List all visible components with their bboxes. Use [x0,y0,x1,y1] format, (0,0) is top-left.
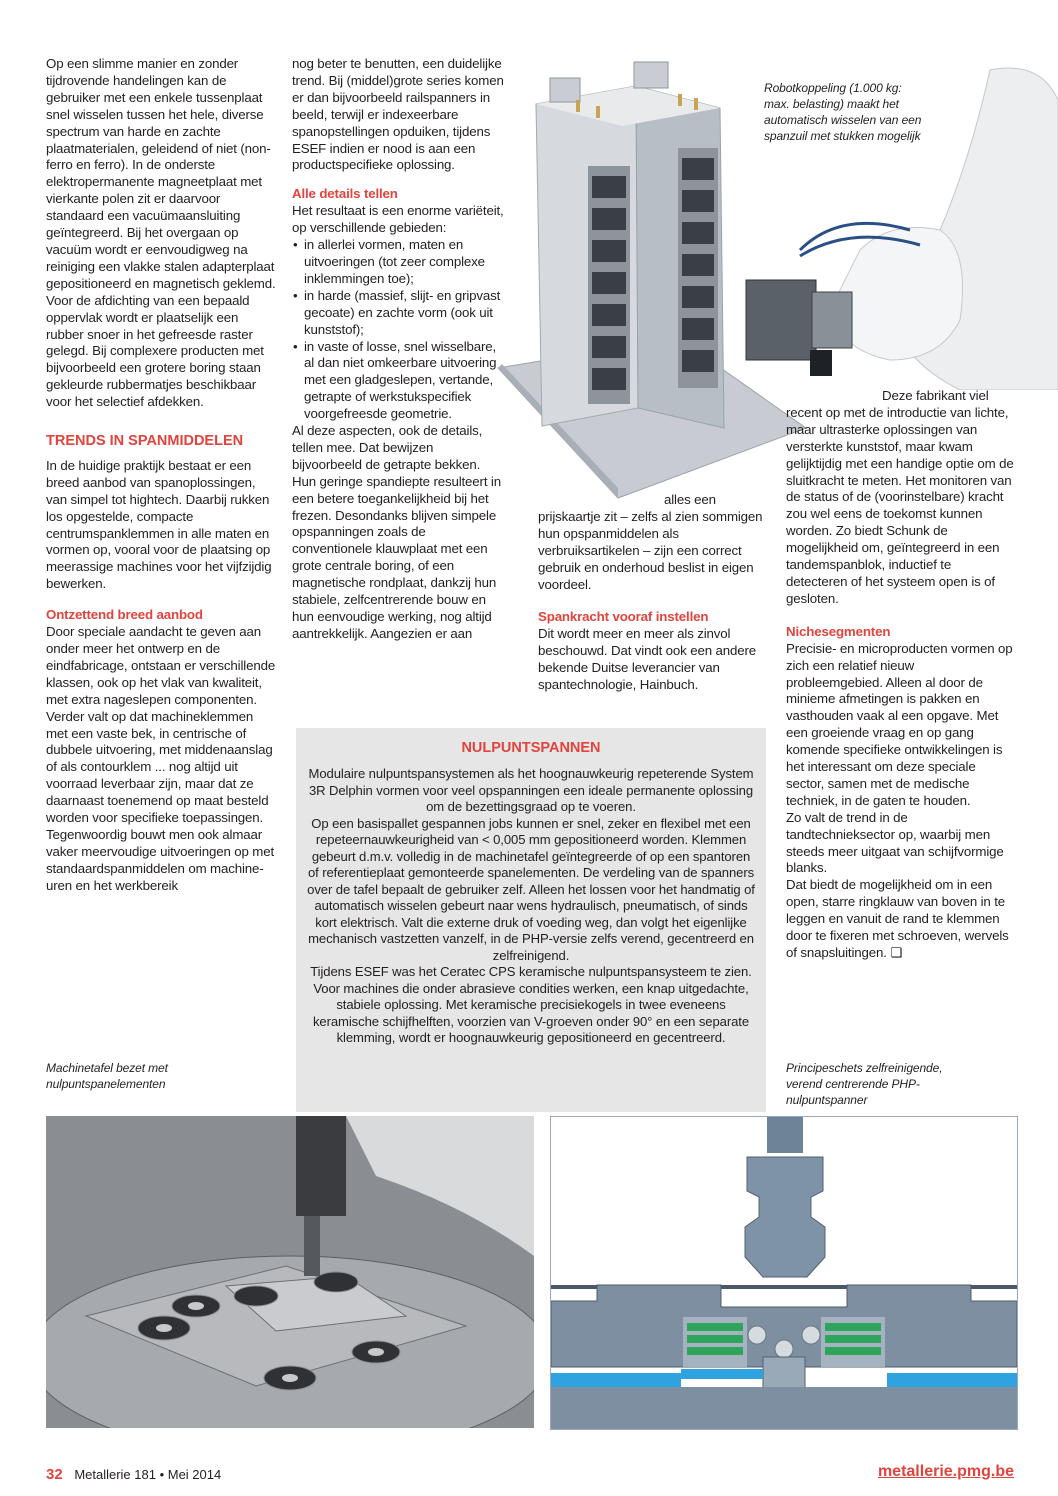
section-heading-trends: TRENDS IN SPANMIDDELEN [46,433,244,450]
nulpuntspannen-box [296,728,766,1112]
details-paragraph: Al deze aspecten, ook de details, tellen mee. Dat bewijzen bijvoorbeeld de getrapte bekken. Hun geringe spandiepte resulteert in een betere toegankelijkheid bij het frezen. Desondanks blijven simpele opspanningen zoals de conventionele klauwplaat met een grote centrale boring, of een magnetische rondplaat, dankzij hun stabiele, zelfcentrerende bouw en hun eenvoudige werking, nog altijd aantrekkelijk. Aangezien er aan [292,423,501,641]
bullet-item: • in vaste of losse, snel wisselbare, al dan niet omkeerbare uitvoering met een gladgeslepen, vertande, getrapte of werkstukspecifiek voorgefreesde geometrie. [292,339,504,424]
page-number: 32 [46,1466,63,1483]
php-spanner-diagram [550,1116,1018,1430]
column-3 [538,492,768,694]
column-1 [46,56,276,895]
subheading-spankracht: Spankracht vooraf instellen [538,609,709,625]
column-2 [292,56,504,643]
subheading-niche: Nichesegmenten [786,623,891,639]
publication-info: Metallerie 181 • Mei 2014 [74,1467,222,1482]
php-spanner-illustration [551,1117,1017,1429]
col2-intro-paragraph: nog beter te benutten, een duidelijke trend. Bij (middel)grote series komen er dan bijvoorbeeld railspanners in beeld, terwijl er indexeerbare spanopstellingen opduiken, tijdens ESEF indien er nood is aan een productspecifieke oplossing. [292,56,504,173]
subheading-aanbod: Ontzettend breed aanbod [46,607,203,623]
footer-left [46,1466,221,1483]
tand-paragraph: Zo valt de trend in de tandtechnieksector op, waarbij men steeds meer uitgaat van schijfvormige blanks. [786,809,1004,876]
bullet-item: • in harde (massief, slijt- en gripvast gecoate) en zachte vorm (ook uit kunststof); [292,288,504,339]
final-paragraph: Dat biedt de mogelijkheid om in een open, starre ringklauw van boven in te leggen en vanuit de rand te klemmen door te fixeren met schroeven, wervels of snapsluitingen. ❑ [786,877,1009,960]
subheading-details: Alle details tellen [292,186,398,202]
details-lead: Het resultaat is een enorme variëteit, op verschillende gebieden: [292,203,504,236]
trends-paragraph: In de huidige praktijk bestaat er een breed aanbod van spanoplossingen, van simpel tot hightech. Daarbij rukken los opgestelde, compacte centrumspanklemmen in alle maten en vormen op, vooral voor de plaatsing op meerassige machines voor het vijfzijdig bewerken. [46,457,272,592]
bullet-item: • in allerlei vormen, maten en uitvoeringen (tot zeer complexe inklemmingen toe); [292,237,504,288]
box-paragraph: Modulaire nulpuntspansystemen als het hoognauwkeurig repeterende System 3R Delphin vormen voor veel opspanningen een ideale permanente oplossing om de bezettingsgraad op te voeren. [308,766,754,814]
schunk-paragraph: Deze fabrikant viel recent op met de introductie van lichte, maar ultrasterke oplossingen van versterkte kunststof, maar kwam gelijktijdig met een handige optie om de sluitkracht te meten. Het monitoren van de status of de (voorinstelbare) kracht zou wel eens de toekomst kunnen worden. Zo biedt Schunk de mogelijkheid om, geïntegreerd in een tandemspanblok, inductief te detecteren of het systeem open is of gesloten. [786,388,1014,606]
machinetafel-caption: Machinetafel bezet met nulpuntspanelementen [46,1061,168,1091]
machine-table-illustration [46,1116,534,1428]
principe-caption: Principeschets zelfreinigende, verend centrerende PHP-nulpuntspanner [786,1061,943,1107]
box-body [306,766,756,1047]
machine-table-photo [46,1116,534,1428]
column-4 [786,388,1014,962]
robot-caption: Robotkoppeling (1.000 kg: max. belasting) maakt het automatisch wisselen van een spanzuil met stukken mogelijk [764,81,922,143]
box-title: NULPUNTSPANNEN [461,740,601,756]
spankracht-paragraph: Dit wordt meer en meer als zinvol beschouwd. Dat vindt ook een andere bekende Duitse leverancier van spantechnologie, Hainbuch. [538,626,756,693]
aanbod-paragraph: Door speciale aandacht te geven aan onder meer het ontwerp en de eindfabricage, ontstaan er verschillende klassen, ook op het vlak van kwaliteit, met extra nageslepen componenten. Verder valt op dat machineklemmen met een vaste bek, in centrische of dubbele uitvoering, met middenaanslag of als contourklem ... nog altijd uit voorraad leverbaar zijn, maar dat ze daarnaast toenemend op maat besteld worden voor specifieke toepassingen. Tegenwoordig bouwt men ook almaar vaker meervoudige uitvoeringen op met standaardspanmiddelen om machine-uren en het werkbereik [46,624,276,893]
intro-paragraph: Op een slimme manier en zonder tijdrovende handelingen kan de gebruiker met een enkele tussenplaat snel wisselen tussen het hele, diverse spectrum van harde en zachte plaatmaterialen, geleidend of niet (non-ferro en ferro). In de onderste elektropermanente magneetplaat met vierkante polen zit er daarvoor standaard een vacuümaansluiting geïntegreerd. Bij het overgaan op vacuüm wordt er eenvoudigweg na reiniging een vlakke stalen adapterplaat gepositioneerd en magnetisch geklemd. Voor de afdichting van een bepaald oppervlak wordt er plaatselijk een rubber snoer in het gefreesde raster gelegd. Bij complexere producten met bijvoorbeeld een grotere boring staan gekleurde rubbermatjes beschikbaar voor het selectief afdekken. [46,56,276,410]
box-paragraph: Tijdens ESEF was het Ceratec CPS keramische nulpuntspansysteem te zien. Voor machines die onder abrasieve condities werken, een knap uitgedachte, stabiele oplossing. Met keramische precisiekogels in twee eveneens keramische schijfhelften, voorzien van V-groeven onder 90° en een separate klemming, wordt er hoognauwkeurig gepositioneerd en gecentreerd. [310,964,752,1045]
box-paragraph: Op een basispallet gespannen jobs kunnen er snel, zeker en flexibel met een repeteernauwkeurigheid van < 0,005 mm gepositioneerd worden. Klemmen gebeurt d.m.v. volledig in de machinetafel geïntegreerde of op een spantoren of referentieplaat gemonteerde spanelementen. De verdeling van de spanners over de tafel bepaalt de gebruiker zelf. Alleen het lossen voor het handmatig of automatisch wisselen gebeurt naar wens hydraulisch, pneumatisch, of sinds kort elektrisch. Valt die externe druk of voeding weg, dan volgt het eigenlijke mechanisch vastzetten vanzelf, in de PHP-versie zelfs verend, gecentreerd en zelfreinigend. [307,815,755,963]
niche-paragraph: Precisie- en microproducten vormen op zich een relatief nieuw probleemgebied. Alleen al door de minieme afmetingen is pakken en vasthouden vaak al een opgave. Met een groeiende vraag en op gang komende specifieke ontwikkelingen is het interessant om deze speciale sector, samen met de medische techniek, in de gaten te houden. [786,640,1013,808]
website-link[interactable]: metallerie.pmg.be [877,1463,1014,1480]
wrap-paragraph: alles een prijskaartje zit – zelfs al zien sommigen hun opspanmiddelen als verbruiksartikelen – zijn een correct gebruik en onderhoud beslist in eigen voordeel. [538,492,763,592]
